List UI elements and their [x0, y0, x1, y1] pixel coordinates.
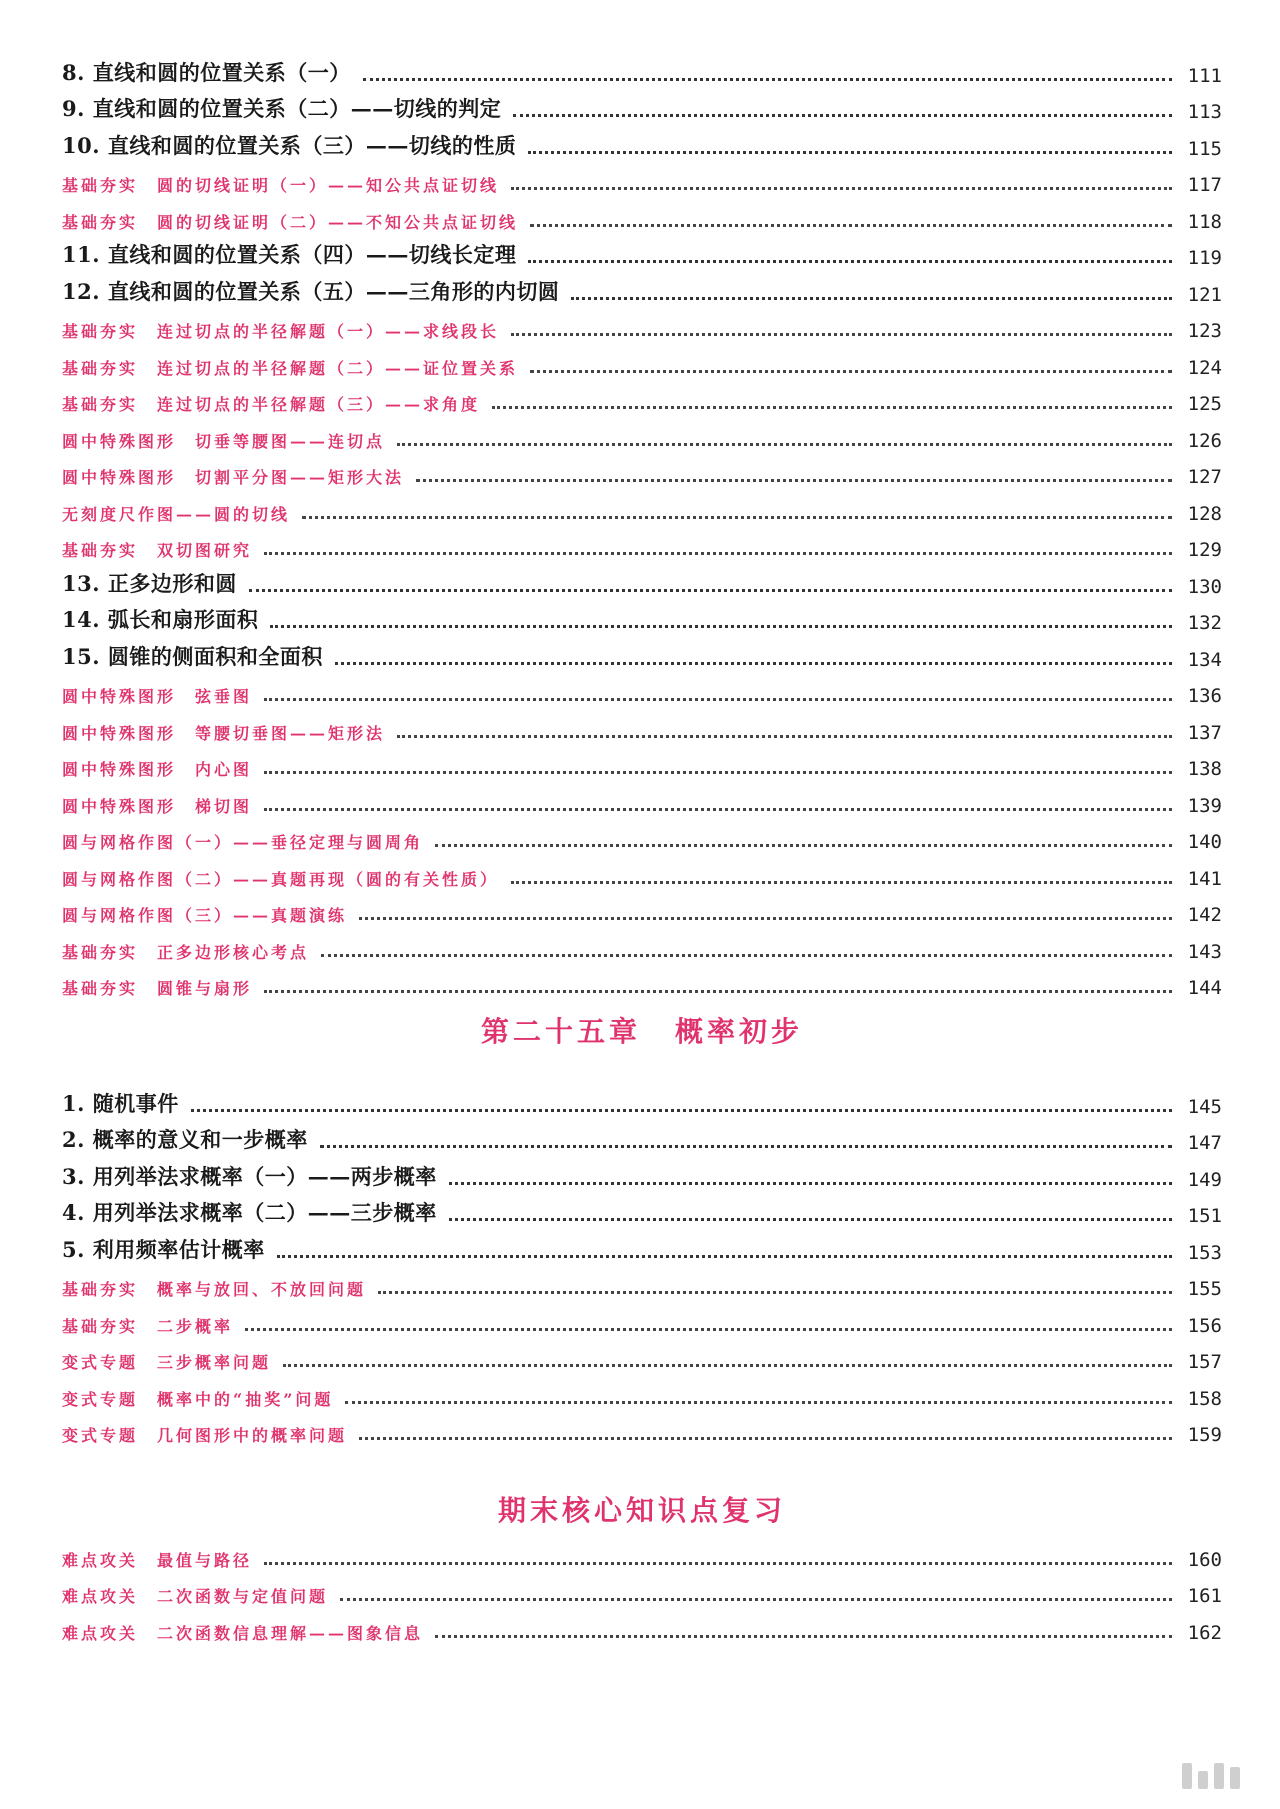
toc-entry-title: 4. 用列举法求概率（二）——三步概率 — [62, 1200, 437, 1225]
toc-subentry[interactable] — [62, 894, 1222, 931]
toc-entry-title: 11. 直线和圆的位置关系（四）——切线长定理 — [62, 242, 517, 267]
toc-subentry[interactable] — [62, 784, 1222, 821]
toc-entry-title: 12. 直线和圆的位置关系（五）——三角形的内切圆 — [62, 278, 560, 304]
dot-leader — [264, 771, 1172, 774]
dot-leader — [528, 260, 1172, 263]
toc-subentry[interactable] — [62, 675, 1222, 712]
toc-entry-title: 2. 概率的意义和一步概率 — [62, 1127, 308, 1152]
toc-page-number: 117 — [1187, 174, 1222, 196]
dot-leader — [264, 698, 1172, 701]
review-heading: 期末核心知识点复习 — [497, 1494, 786, 1527]
toc-entry-title: 无刻度尺作图——圆的切线 — [62, 504, 291, 524]
dot-leader — [320, 1145, 1172, 1148]
dot-leader — [449, 1182, 1172, 1185]
toc-entry-title: 基础夯实 连过切点的半径解题（一）——求线段长 — [62, 322, 500, 341]
toc-section-probability — [62, 1085, 1222, 1450]
toc-page-number: 159 — [1187, 1424, 1222, 1446]
toc-page-number: 160 — [1187, 1548, 1222, 1571]
dot-leader — [335, 662, 1172, 665]
toc-entry-title: 难点攻关 二次函数与定值问题 — [62, 1587, 329, 1606]
toc-page-number: 138 — [1187, 758, 1222, 780]
dot-leader — [397, 735, 1172, 738]
dot-leader — [449, 1218, 1172, 1221]
toc-page-number: 149 — [1187, 1168, 1222, 1191]
toc-entry[interactable] — [62, 565, 1222, 602]
toc-page-number: 115 — [1187, 137, 1222, 160]
toc-entry-title: 9. 直线和圆的位置关系（二）——切线的判定 — [62, 96, 502, 121]
dot-leader — [511, 187, 1172, 190]
toc-page-number: 145 — [1187, 1095, 1222, 1118]
toc-entry[interactable] — [62, 1158, 1222, 1195]
chapter-name: 概率初步 — [675, 1015, 804, 1048]
chapter-heading — [62, 1007, 1222, 1057]
toc-page-number: 123 — [1187, 320, 1222, 342]
toc-entry-title: 圆中特殊图形 梯切图 — [62, 796, 253, 816]
toc-entry-title: 10. 直线和圆的位置关系（三）——切线的性质 — [62, 132, 517, 158]
dot-leader — [528, 151, 1172, 154]
toc-entry-title: 基础夯实 圆锥与扇形 — [62, 979, 253, 998]
toc-page-number: 134 — [1187, 648, 1222, 671]
toc-entry[interactable] — [62, 1231, 1222, 1268]
toc-subentry[interactable] — [62, 310, 1222, 347]
toc-page-number: 139 — [1187, 794, 1222, 817]
dot-leader — [397, 443, 1172, 446]
toc-entry-title: 基础夯实 双切图研究 — [62, 541, 253, 560]
toc-entry-title: 圆中特殊图形 等腰切垂图——矩形法 — [62, 723, 386, 743]
toc-page-number: 151 — [1187, 1205, 1222, 1227]
toc-entry[interactable] — [62, 127, 1222, 164]
dot-leader — [492, 406, 1172, 409]
toc-entry[interactable] — [62, 1122, 1222, 1159]
dot-leader — [283, 1364, 1172, 1367]
toc-page-number: 132 — [1187, 612, 1222, 634]
toc-entry-title: 5. 利用频率估计概率 — [62, 1236, 265, 1262]
toc-entry[interactable] — [62, 1085, 1222, 1122]
toc-page-number: 155 — [1187, 1278, 1222, 1300]
toc-entry-title: 圆与网格作图（一）——垂径定理与圆周角 — [62, 833, 424, 852]
toc-subentry[interactable] — [62, 164, 1222, 201]
toc-entry-title: 圆中特殊图形 切垂等腰图——连切点 — [62, 431, 386, 451]
corner-watermark — [1182, 1763, 1240, 1789]
dot-leader — [270, 625, 1172, 628]
toc-page-number: 127 — [1187, 466, 1222, 488]
toc-page-number: 143 — [1187, 940, 1222, 963]
dot-leader — [245, 1328, 1172, 1331]
toc-entry-title: 变式专题 几何图形中的概率问题 — [62, 1426, 348, 1445]
toc-page-number: 158 — [1187, 1387, 1222, 1410]
toc-page-number: 119 — [1187, 247, 1222, 269]
toc-section-review — [62, 1538, 1222, 1648]
dot-leader — [359, 917, 1172, 920]
toc-entry-title: 圆中特殊图形 弦垂图 — [62, 687, 253, 706]
dot-leader — [340, 1598, 1172, 1601]
toc-page-number: 128 — [1187, 502, 1222, 525]
toc-page-number: 144 — [1187, 977, 1222, 999]
toc-entry-title: 基础夯实 连过切点的半径解题（三）——求角度 — [62, 395, 481, 414]
dot-leader — [321, 954, 1172, 957]
toc-subentry[interactable] — [62, 1575, 1222, 1612]
toc-entry-title: 圆与网格作图（三）——真题演练 — [62, 906, 348, 925]
toc-page-number: 153 — [1187, 1241, 1222, 1264]
toc-entry-title: 基础夯实 二步概率 — [62, 1316, 234, 1336]
toc-page-number: 161 — [1187, 1585, 1222, 1607]
toc-entry-title: 8. 直线和圆的位置关系（一） — [62, 59, 351, 85]
toc-page-number: 111 — [1187, 64, 1222, 87]
dot-leader — [277, 1255, 1172, 1258]
toc-page-number: 121 — [1187, 283, 1222, 306]
toc-entry[interactable] — [62, 237, 1222, 274]
dot-leader — [264, 552, 1172, 555]
toc-subentry[interactable] — [62, 1341, 1222, 1378]
toc-subentry[interactable] — [62, 1377, 1222, 1414]
toc-subentry[interactable] — [62, 1268, 1222, 1305]
toc-page-number: 130 — [1187, 575, 1222, 598]
toc-entry-title: 基础夯实 正多边形核心考点 — [62, 942, 310, 962]
toc-entry-title: 变式专题 三步概率问题 — [62, 1353, 272, 1372]
toc-subentry[interactable] — [62, 930, 1222, 967]
dot-leader — [359, 1437, 1172, 1440]
toc-entry-title: 圆中特殊图形 切割平分图——矩形大法 — [62, 468, 405, 487]
toc-subentry[interactable] — [62, 200, 1222, 237]
toc-subentry[interactable] — [62, 456, 1222, 493]
toc-entry-title: 15. 圆锥的侧面积和全面积 — [62, 643, 323, 669]
toc-page-number: 140 — [1187, 831, 1222, 853]
toc-page-number: 156 — [1187, 1314, 1222, 1337]
toc-entry[interactable] — [62, 91, 1222, 128]
dot-leader — [435, 1635, 1172, 1638]
toc-entry-title: 圆中特殊图形 内心图 — [62, 760, 253, 779]
toc-entry-title: 难点攻关 二次函数信息理解——图象信息 — [62, 1623, 424, 1643]
toc-subentry[interactable] — [62, 967, 1222, 1004]
toc-page-number: 142 — [1187, 904, 1222, 926]
toc-subentry[interactable] — [62, 821, 1222, 858]
dot-leader — [363, 78, 1172, 81]
toc-subentry[interactable] — [62, 857, 1222, 894]
toc-entry-title: 圆与网格作图（二）——真题再现（圆的有关性质） — [62, 869, 500, 889]
dot-leader — [571, 297, 1172, 300]
toc-subentry[interactable] — [62, 1611, 1222, 1648]
dot-leader — [435, 844, 1172, 847]
toc-entry-title: 基础夯实 圆的切线证明（一）——知公共点证切线 — [62, 176, 500, 195]
dot-leader — [530, 224, 1172, 227]
toc-entry[interactable] — [62, 1195, 1222, 1232]
dot-leader — [416, 479, 1172, 482]
dot-leader — [511, 333, 1172, 336]
toc-entry[interactable] — [62, 602, 1222, 639]
toc-subentry[interactable] — [62, 711, 1222, 748]
dot-leader — [378, 1291, 1172, 1294]
toc-page-number: 162 — [1187, 1621, 1222, 1644]
toc-subentry[interactable] — [62, 1538, 1222, 1575]
toc-entry-title: 难点攻关 最值与路径 — [62, 1550, 253, 1570]
toc-entry[interactable] — [62, 273, 1222, 310]
dot-leader — [345, 1401, 1172, 1404]
toc-page-number: 141 — [1187, 867, 1222, 890]
toc-entry-title: 变式专题 概率中的“抽奖”问题 — [62, 1389, 334, 1409]
toc-section-circle — [62, 54, 1222, 1003]
toc-page-number: 147 — [1187, 1132, 1222, 1154]
toc-subentry[interactable] — [62, 1304, 1222, 1341]
dot-leader — [302, 516, 1172, 519]
toc-entry-title: 基础夯实 连过切点的半径解题（二）——证位置关系 — [62, 358, 519, 378]
dot-leader — [191, 1109, 1172, 1112]
toc-entry-title: 基础夯实 圆的切线证明（二）——不知公共点证切线 — [62, 212, 519, 232]
toc-subentry[interactable] — [62, 748, 1222, 785]
toc-page-number: 126 — [1187, 429, 1222, 452]
toc-page-number: 137 — [1187, 721, 1222, 744]
toc-subentry[interactable] — [62, 529, 1222, 566]
toc-subentry[interactable] — [62, 419, 1222, 456]
toc-subentry[interactable] — [62, 383, 1222, 420]
toc-page-number: 129 — [1187, 539, 1222, 561]
toc-page-number: 118 — [1187, 210, 1222, 233]
toc-entry[interactable] — [62, 54, 1222, 91]
dot-leader — [264, 990, 1172, 993]
toc-entry-title: 3. 用列举法求概率（一）——两步概率 — [62, 1163, 437, 1189]
table-of-contents — [62, 54, 1222, 1648]
toc-page-number: 125 — [1187, 393, 1222, 415]
toc-page-number: 157 — [1187, 1351, 1222, 1373]
toc-entry-title: 1. 随机事件 — [62, 1090, 179, 1116]
toc-entry-title: 14. 弧长和扇形面积 — [62, 607, 259, 632]
chapter-number: 第二十五章 — [480, 1015, 641, 1048]
toc-entry-title: 基础夯实 概率与放回、不放回问题 — [62, 1280, 367, 1299]
toc-subentry[interactable] — [62, 492, 1222, 529]
toc-page-number: 124 — [1187, 356, 1222, 379]
dot-leader — [264, 1562, 1172, 1565]
dot-leader — [513, 114, 1172, 117]
toc-entry-title: 13. 正多边形和圆 — [62, 570, 237, 596]
dot-leader — [530, 370, 1172, 373]
dot-leader — [264, 808, 1172, 811]
toc-page-number: 136 — [1187, 685, 1222, 707]
dot-leader — [511, 881, 1172, 884]
toc-entry[interactable] — [62, 638, 1222, 675]
toc-subentry[interactable] — [62, 1414, 1222, 1451]
dot-leader — [249, 589, 1172, 592]
toc-subentry[interactable] — [62, 346, 1222, 383]
toc-page-number: 113 — [1187, 101, 1222, 123]
